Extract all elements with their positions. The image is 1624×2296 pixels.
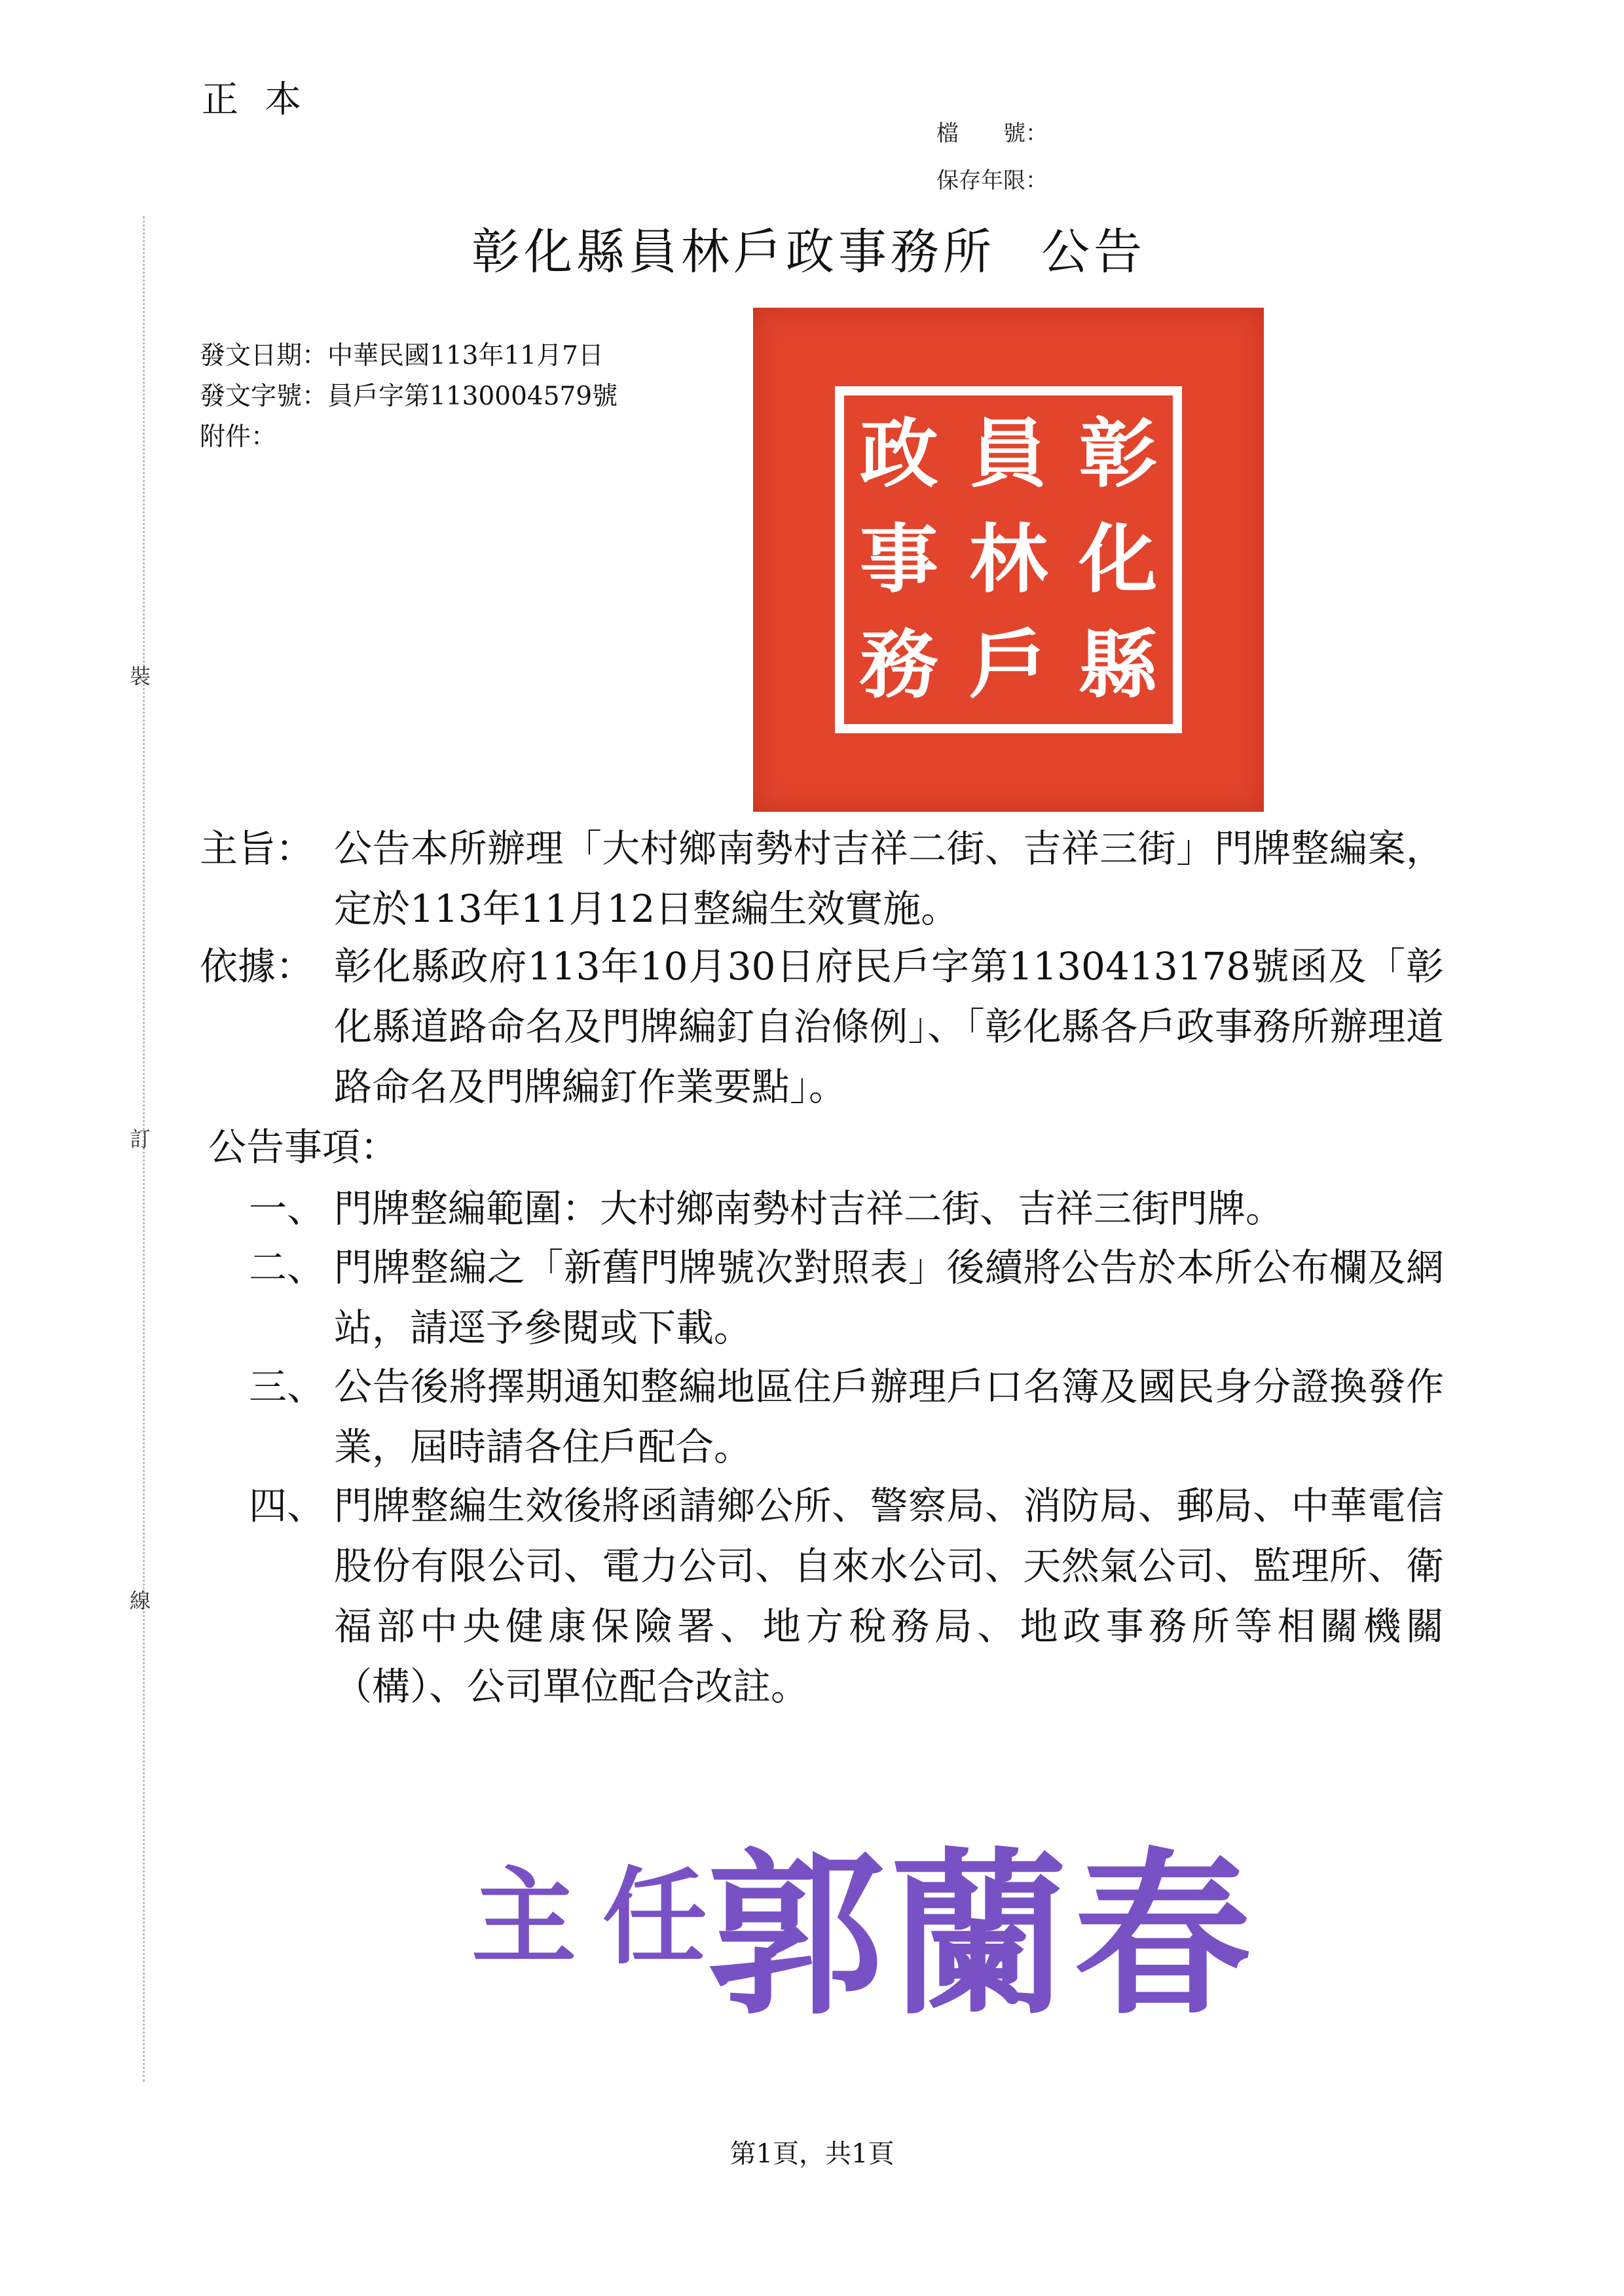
signature-title-stamp: 主任 <box>471 1855 734 1978</box>
original-copy-mark: 正本 <box>202 79 327 121</box>
attachment-label: 附件： <box>200 422 277 452</box>
document-title <box>471 213 1146 283</box>
announcement-item <box>249 1178 1444 1239</box>
subject-section <box>200 818 1444 939</box>
retention-period-label: 保存年限： <box>936 168 1048 194</box>
file-number-label: 檔 號： <box>936 120 1048 147</box>
binding-char-zhuang: 裝 <box>130 664 151 689</box>
announcement-item <box>249 1357 1444 1477</box>
page-number: 第1頁，共1頁 <box>729 2139 895 2169</box>
document-reference-number: 發文字號：員戶字第1130004579號 <box>200 382 618 411</box>
item-number: 四、 <box>249 1484 325 1528</box>
basis-label: 依據： <box>200 944 314 989</box>
official-seal <box>753 308 1264 812</box>
seal-column-2: 員 林 戶 <box>969 410 1048 709</box>
item-text: 門牌整編之「新舊門牌號次對照表」後續將公告於本所公布欄及網站，請逕予參閱或下載。 <box>334 1245 1444 1350</box>
binding-char-ding: 訂 <box>130 1127 151 1152</box>
basis-section <box>200 936 1444 1117</box>
binding-char-xian: 線 <box>130 1588 151 1613</box>
subject-label: 主旨： <box>200 826 314 871</box>
item-text: 門牌整編範圍：大村鄉南勢村吉祥二街、吉祥三街門牌。 <box>334 1186 1284 1231</box>
agency-name: 彰化縣員林戶政事務所 <box>471 224 995 280</box>
announcement-items-heading: 公告事項： <box>208 1125 399 1169</box>
announcement-item <box>249 1476 1444 1717</box>
subject-text: 公告本所辦理「大村鄉南勢村吉祥二街、吉祥三街」門牌整編案，定於113年11月12日整編生效實施。 <box>334 826 1444 931</box>
item-text: 公告後將擇期通知整編地區住戶辦理戶口名簿及國民身分證換發作業，屆時請各住戶配合。 <box>334 1364 1444 1469</box>
seal-frame <box>835 386 1182 733</box>
item-number: 三、 <box>249 1364 325 1409</box>
item-number: 二、 <box>249 1245 325 1290</box>
basis-text: 彰化縣政府113年10月30日府民戶字第1130413178號函及「彰化縣道路命名及門牌編釘自治條例」、「彰化縣各戶政事務所辦理道路命名及門牌編釘作業要點」。 <box>334 944 1444 1109</box>
seal-column-3: 政 事 務 <box>859 410 938 709</box>
seal-column-1: 彰 化 縣 <box>1079 410 1158 709</box>
announcement-item <box>249 1237 1444 1358</box>
item-number: 一、 <box>249 1186 325 1231</box>
issue-date: 發文日期：中華民國113年11月7日 <box>200 341 604 371</box>
item-text: 門牌整編生效後將函請鄉公所、警察局、消防局、郵局、中華電信股份有限公司、電力公司、自來水公司、天然氣公司、監理所、衛福部中央健康保險署、地方稅務局、地政事務所等相關機關（構）、公司單位配合改註。 <box>334 1484 1444 1709</box>
signature-name-stamp: 郭蘭春 <box>707 1831 1257 2039</box>
document-type: 公告 <box>1041 224 1146 280</box>
